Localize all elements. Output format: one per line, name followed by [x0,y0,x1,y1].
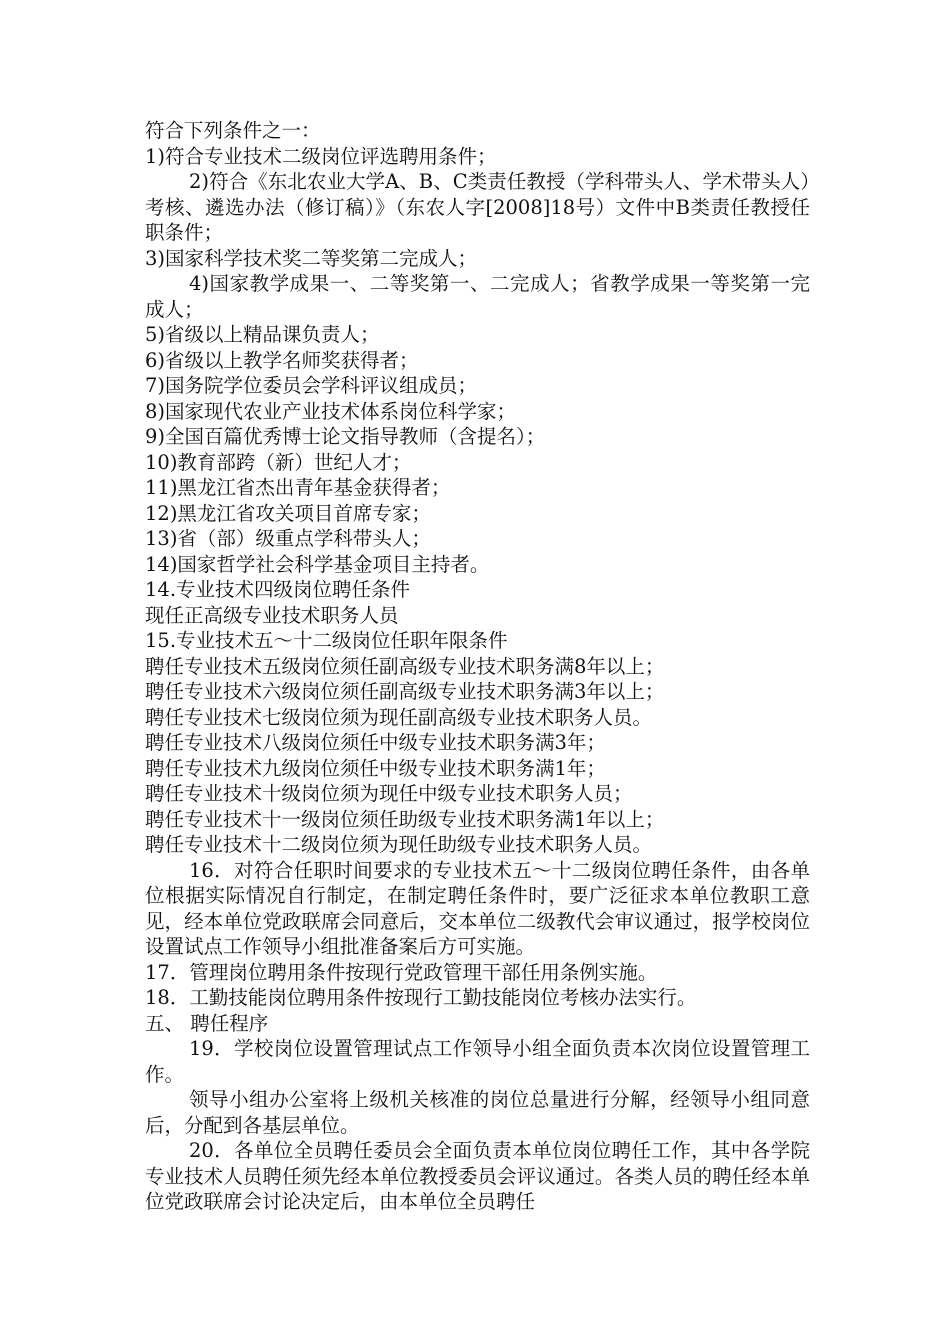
text-line-intro: 符合下列条件之一： [145,119,321,142]
section-heading-14: 14.专业技术四级岗位聘任条件 [145,578,411,601]
list-item-2: 2)符合《东北农业大学A、B、C类责任教授（学科带头人、学术带头人）考核、遴选办法（修订稿）》（东农人字[2008]18号）文件中B类责任教授任职条件； [145,170,810,244]
rank-6-condition: 聘任专业技术六级岗位须任副高级专业技术职务满3年以上； [145,680,665,703]
list-item-10: 10)教育部跨（新）世纪人才； [145,450,412,474]
paragraph-20: 20．各单位全员聘任委员会全面负责本单位岗位聘任工作，其中各学院专业技术人员聘任须先经本单位教授委员会评议通过。各类人员的聘任经本单位党政联席会讨论决定后，由本单位全员聘任 [145,1139,810,1213]
paragraph-19-detail: 领导小组办公室将上级机关核准的岗位总量进行分解，经领导小组同意后，分配到各基层单位。 [145,1088,810,1137]
list-item-8: 8)国家现代农业产业技术体系岗位科学家； [145,399,517,423]
paragraph-17: 17．管理岗位聘用条件按现行党政管理干部任用条例实施。 [145,960,658,984]
rank-7-condition: 聘任专业技术七级岗位须为现任副高级专业技术职务人员。 [145,705,653,729]
list-item-1: 1)符合专业技术二级岗位评选聘用条件； [145,144,497,168]
paragraph-19: 19．学校岗位设置管理试点工作领导小组全面负责本次岗位设置管理工作。 [145,1037,810,1086]
section-heading-5: 五、 聘任程序 [145,1011,269,1035]
rank-9-condition: 聘任专业技术九级岗位须任中级专业技术职务满1年； [145,756,606,780]
list-item-13: 13)省（部）级重点学科带头人； [145,527,431,550]
list-item-7: 7)国务院学位委员会学科评议组成员； [145,374,478,397]
list-item-3: 3)国家科学技术奖二等奖第二完成人； [145,246,478,270]
rank-11-condition: 聘任专业技术十一级岗位须任助级专业技术职务满1年以上； [145,807,665,831]
section-heading-15: 15.专业技术五～十二级岗位任职年限条件 [145,629,508,652]
list-item-6: 6)省级以上教学名师奖获得者； [145,348,419,372]
list-item-5: 5)省级以上精品课负责人； [145,323,380,346]
list-item-12: 12)黑龙江省攻关项目首席专家； [145,501,431,525]
list-item-11: 11)黑龙江省杰出青年基金获得者； [145,476,451,499]
list-item-4: 4)国家教学成果一、二等奖第一、二完成人；省教学成果一等奖第一完成人； [145,272,810,321]
list-item-9: 9)全国百篇优秀博士论文指导教师（含提名）； [145,425,546,448]
rank-10-condition: 聘任专业技术十级岗位须为现任中级专业技术职务人员； [145,782,633,805]
rank-12-condition: 聘任专业技术十二级岗位须为现任助级专业技术职务人员。 [145,833,653,856]
paragraph-18: 18．工勤技能岗位聘用条件按现行工勤技能岗位考核办法实行。 [145,986,697,1009]
document-body [145,118,810,1215]
rank-8-condition: 聘任专业技术八级岗位须任中级专业技术职务满3年； [145,731,606,754]
rank-5-condition: 聘任专业技术五级岗位须任副高级专业技术职务满8年以上； [145,654,665,678]
section-14-text: 现任正高级专业技术职务人员 [145,603,399,627]
paragraph-16: 16．对符合任职时间要求的专业技术五～十二级岗位聘任条件，由各单位根据实际情况自行制定，在制定聘任条件时，要广泛征求本单位教职工意见，经本单位党政联席会同意后，交本单位二级教代会审议通过，报学校岗位设置试点工作领导小组批准备案后方可实施。 [145,858,810,958]
list-item-14: 14)国家哲学社会科学基金项目主持者。 [145,552,490,576]
